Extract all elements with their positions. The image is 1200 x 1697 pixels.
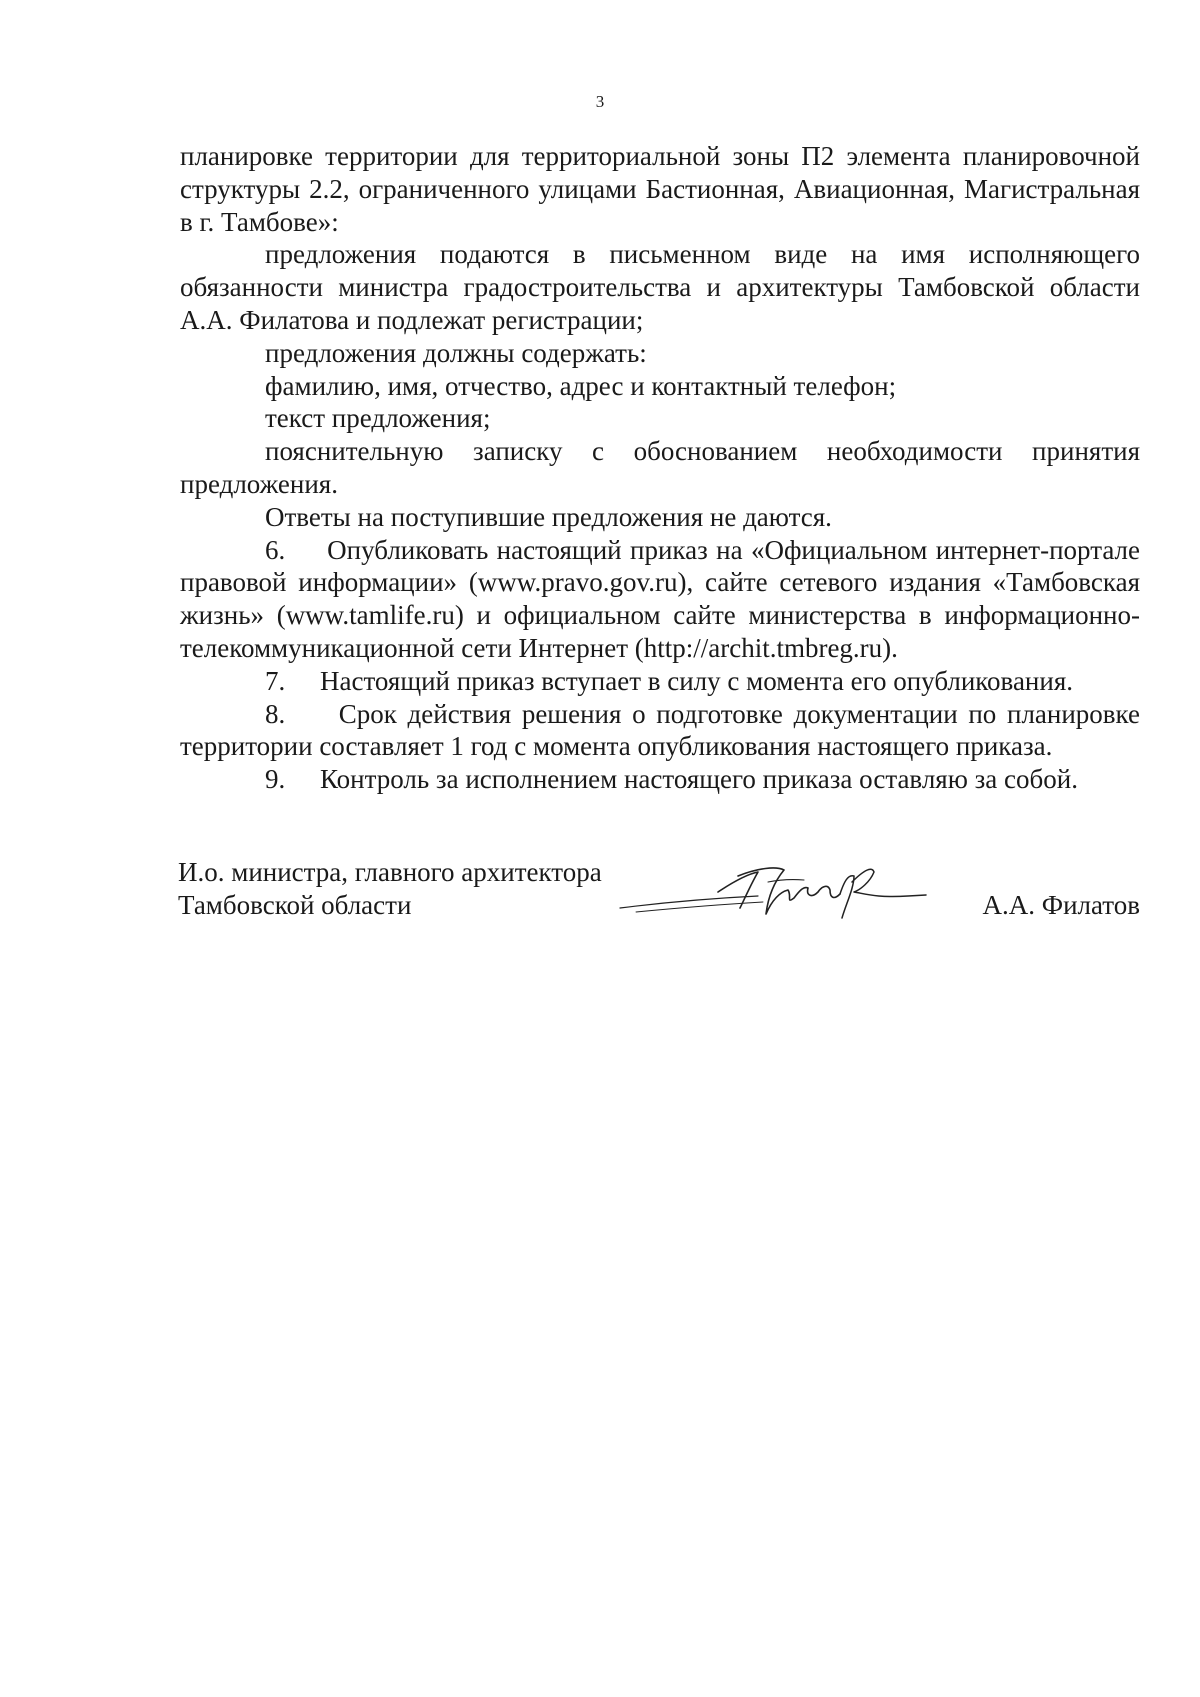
handwritten-signature [608, 852, 938, 932]
paragraph: предложения должны содержать: [265, 337, 647, 368]
paragraph: предложения подаются в письменном виде на имя исполняющего обязанности министра градостроительства и архитектуры Тамбовской области А.А. Филатова и подлежат регистрации; [180, 239, 1140, 335]
paragraph: фамилию, имя, отчество, адрес и контактный телефон; [265, 370, 897, 401]
signature-block [178, 856, 1140, 946]
paragraph: Ответы на поступившие предложения не даются. [265, 501, 832, 532]
item-text: Настоящий приказ вступает в силу с момента его опубликования. [320, 665, 1073, 696]
item-number: 9. [265, 764, 286, 795]
signatory-title-line1: И.о. министра, главного архитектора [178, 857, 602, 887]
list-item [180, 763, 1140, 796]
item-text: Опубликовать настоящий приказ на «Официальном интернет-портале правовой информации» (www.pravo.gov.ru), сайте сетевого издания «Тамбовская жизнь» (www.tamlife.ru) и официальном сайте министерства в информационно-телекоммуникационной сети Интернет (http://archit.tmbreg.ru). [180, 534, 1140, 663]
item-number: 7. [265, 665, 286, 696]
signatory-name: А.А. Филатов [982, 890, 1140, 920]
document-body [180, 140, 1140, 796]
page-number: 3 [595, 92, 605, 111]
item-text: Контроль за исполнением настоящего приказа оставляю за собой. [320, 764, 1078, 795]
signatory-title-line2: Тамбовской области [178, 889, 412, 920]
item-text: Срок действия решения о подготовке документации по планировке территории составляет 1 год с момента опубликования настоящего приказа. [180, 698, 1140, 762]
item-number: 6. [265, 534, 286, 565]
paragraph: пояснительную записку с обоснованием необходимости принятия предложения. [180, 436, 1140, 499]
paragraph: текст предложения; [265, 403, 491, 434]
list-item [180, 534, 1140, 665]
continuation-paragraph: планировке территории для территориальной зоны П2 элемента планировочной структуры 2.2, ограниченного улицами Бастионная, Авиационная, Магистральная в г. Тамбове»: [180, 141, 1140, 237]
list-item [180, 665, 1140, 698]
list-item [180, 698, 1140, 764]
item-number: 8. [265, 698, 286, 729]
